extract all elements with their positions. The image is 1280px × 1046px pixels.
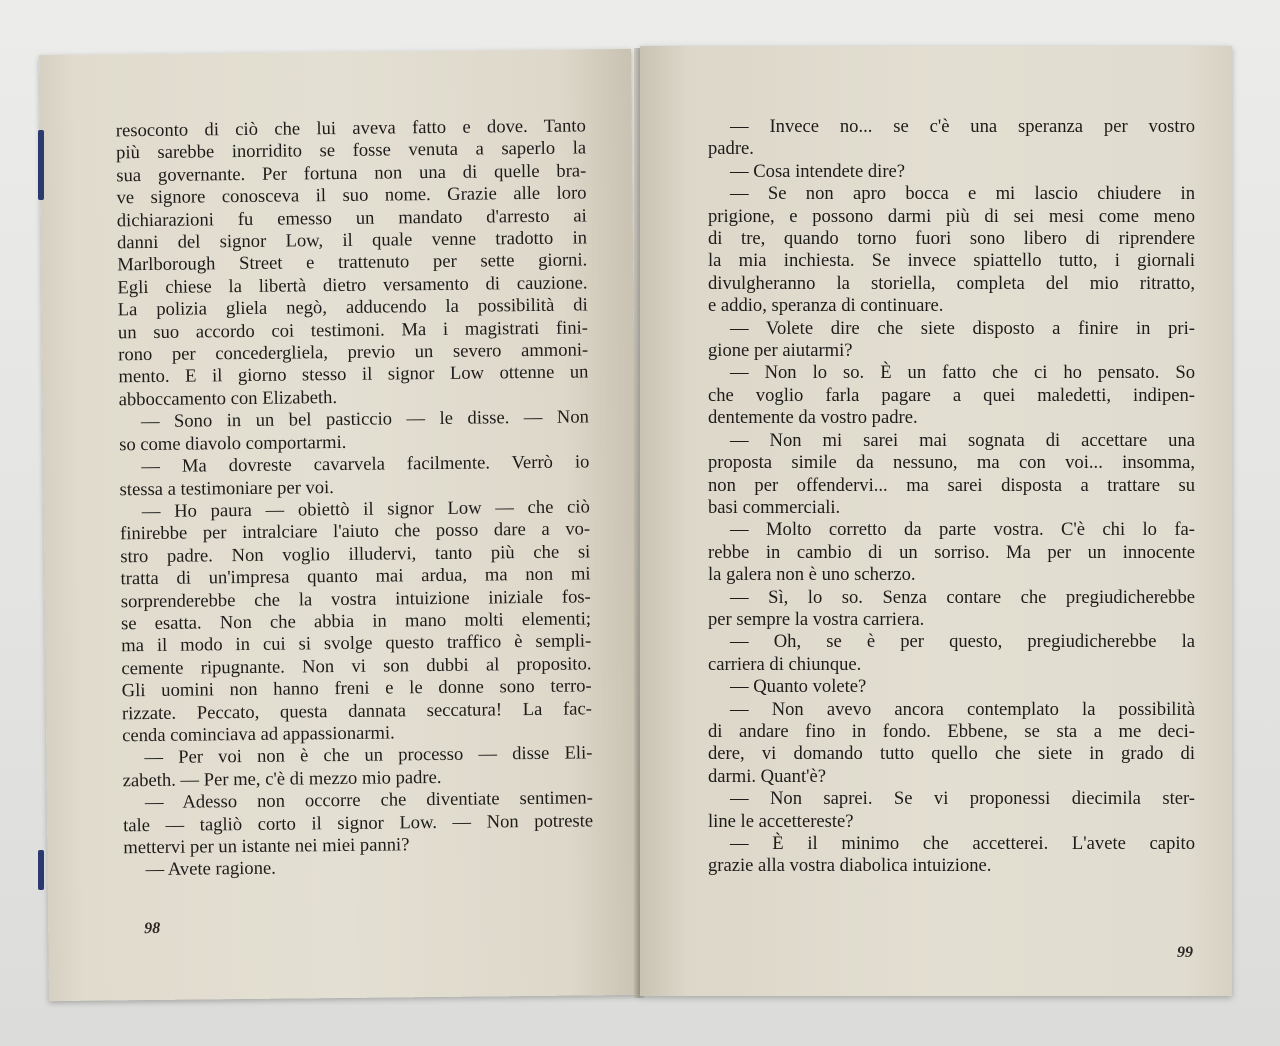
text-line: resoconto di ciò che lui aveva fatto e dove. Tanto — [115, 115, 586, 142]
text-line: stro padre. Non voglio illudervi, tanto più che si — [120, 541, 591, 568]
text-line: ma il modo in cui si svolge questo traffico è sempli- — [121, 630, 592, 657]
text-line: — Adesso non occorre che diventiate sentimen- — [144, 787, 593, 814]
text-line: ve signore conosceva il suo nome. Grazie alle loro — [116, 182, 587, 209]
text-line: finirebbe per intralciare l'aiuto che posso dare a vo- — [119, 518, 591, 545]
text-line: — Ho paura — obiettò il signor Low — che ciò — [141, 496, 590, 522]
text-line: Gli uomini non hanno freni e le donne sono terro- — [121, 675, 592, 702]
text-line: non per offendervi... ma sarei disposta a trattare su — [708, 474, 1195, 496]
book-cover-edge-lower — [38, 850, 44, 890]
text-line: — Non lo so. È un fatto che ci ho pensato. So — [730, 362, 1195, 384]
text-line: che voglio farla pagare a quei maledetti, indipen- — [708, 384, 1195, 406]
text-line: dentemente da vostro padre. — [708, 407, 918, 429]
text-line: per sempre la vostra carriera. — [708, 608, 925, 630]
text-line: — Se non apro bocca e mi lascio chiudere in — [730, 183, 1195, 205]
text-line: — Cosa intendete dire? — [730, 160, 906, 182]
text-line: e addio, speranza di continuare. — [708, 295, 944, 317]
text-line: padre. — [708, 138, 754, 160]
text-line: rono per concedergliela, previo un severo ammoni- — [118, 339, 589, 366]
open-book — [40, 44, 1236, 1004]
right-page — [640, 46, 1232, 996]
text-line: cenda cominciava ad appassionarmi. — [122, 722, 395, 747]
text-line: dichiarazioni fu emesso un mandato d'arresto ai — [116, 205, 587, 231]
text-line: un suo accordo coi testimoni. Ma i magistrati fini- — [117, 317, 589, 343]
left-page-text — [116, 115, 594, 882]
text-line: — Avete ragione. — [145, 858, 277, 881]
text-line: La polizia gliela negò, adducendo la possibilità di — [117, 294, 588, 321]
text-line: rizzate. Peccato, questa dannata seccatura! La fac- — [121, 697, 593, 724]
text-line: se esatta. Non che abbia in mano molti elementi; — [120, 608, 592, 635]
text-line: di tre, quando torno fuori sono libero di riprendere — [708, 228, 1195, 250]
text-line: line le accettereste? — [708, 810, 854, 832]
text-line: gione per aiutarmi? — [708, 340, 853, 362]
left-page — [39, 49, 641, 1001]
text-line: proposta simile da nessuno, ma con voi... insomma, — [708, 452, 1195, 474]
text-line: Egli chiese la libertà dietro versamento di cauzione. — [117, 272, 588, 299]
text-line: danni del signor Low, il quale venne tradotto in — [116, 227, 588, 254]
text-line: rebbe in cambio di un sorriso. Ma per un innocente — [708, 541, 1195, 563]
text-line: — Non mi sarei mai sognata di accettare una — [730, 429, 1195, 451]
text-line: dere, vi domando tutto quello che siete in grado di — [708, 743, 1195, 765]
right-page-number: 99 — [1177, 944, 1193, 961]
text-line: — Volete dire che siete disposto a finire in pri- — [730, 317, 1195, 339]
text-line: Marlborough Street e trattenuto per sette giorni. — [117, 249, 588, 276]
text-line: darmi. Quant'è? — [708, 765, 826, 787]
text-line: cemente ripugnante. Non vi son dubbi al proposito. — [121, 653, 592, 680]
text-line: abboccamento con Elizabeth. — [118, 386, 338, 411]
text-line: — Sono in un bel pasticcio — le disse. — Non — [140, 406, 589, 433]
text-line: la galera non è uno scherzo. — [708, 564, 916, 586]
text-line: — Quanto volete? — [730, 676, 867, 698]
book-cover-edge — [38, 130, 44, 200]
text-line: tratta di un'impresa quanto mai ardua, ma non mi — [120, 563, 591, 590]
text-line: — Ma dovreste cavarvela facilmente. Verrò io — [141, 451, 590, 478]
text-line: mento. E il giorno stesso il signor Low ottenne un — [118, 361, 589, 388]
text-line: più sarebbe inorridito se fosse venuta a saperlo la — [115, 137, 587, 164]
text-line: stessa a testimoniare per voi. — [119, 476, 335, 500]
text-line: zabeth. — Per me, c'è di mezzo mio padre. — [122, 766, 442, 792]
text-line: prigione, e possono darmi più di sei mesi come meno — [708, 205, 1195, 227]
text-line: sua governante. Per fortuna non una di quelle bra- — [116, 160, 587, 187]
text-line: di andare fino in fondo. Ebbene, se sta a me deci- — [708, 720, 1195, 742]
text-line: — Oh, se è per questo, pregiudicherebbe la — [730, 631, 1195, 653]
text-line: carriera di chiunque. — [708, 653, 862, 675]
text-line: — Molto corretto da parte vostra. C'è chi lo fa- — [730, 519, 1195, 541]
text-line: sorprenderebbe che la vostra intuizione iniziale fos- — [120, 585, 591, 612]
text-line: — Sì, lo so. Senza contare che pregiudicherebbe — [730, 586, 1195, 608]
right-page-text — [708, 116, 1195, 878]
text-line: divulgheranno la storiella, completa del mio ritratto, — [708, 272, 1195, 294]
text-line: so come diavolo comportarmi. — [119, 431, 347, 455]
text-line: — Non saprei. Se vi proponessi diecimila ster- — [730, 788, 1195, 810]
left-page-number: 98 — [144, 919, 161, 938]
text-line: — Non avevo ancora contemplato la possibilità — [730, 698, 1195, 720]
text-line: basi commerciali. — [708, 496, 841, 518]
text-line: la mia inchiesta. Se invece spiattello tutto, i giornali — [708, 250, 1195, 272]
text-line: mettervi per un istante nei miei panni? — [123, 834, 410, 859]
text-line: — Per voi non è che un processo — disse Eli- — [144, 742, 593, 769]
text-line: — Invece no... se c'è una speranza per vostro — [730, 116, 1195, 137]
text-line: — È il minimo che accetterei. L'avete capito — [730, 833, 1195, 854]
text-line: tale — tagliò corto il signor Low. — Non potreste — [123, 809, 594, 836]
text-line: grazie alla vostra diabolica intuizione. — [708, 855, 992, 877]
